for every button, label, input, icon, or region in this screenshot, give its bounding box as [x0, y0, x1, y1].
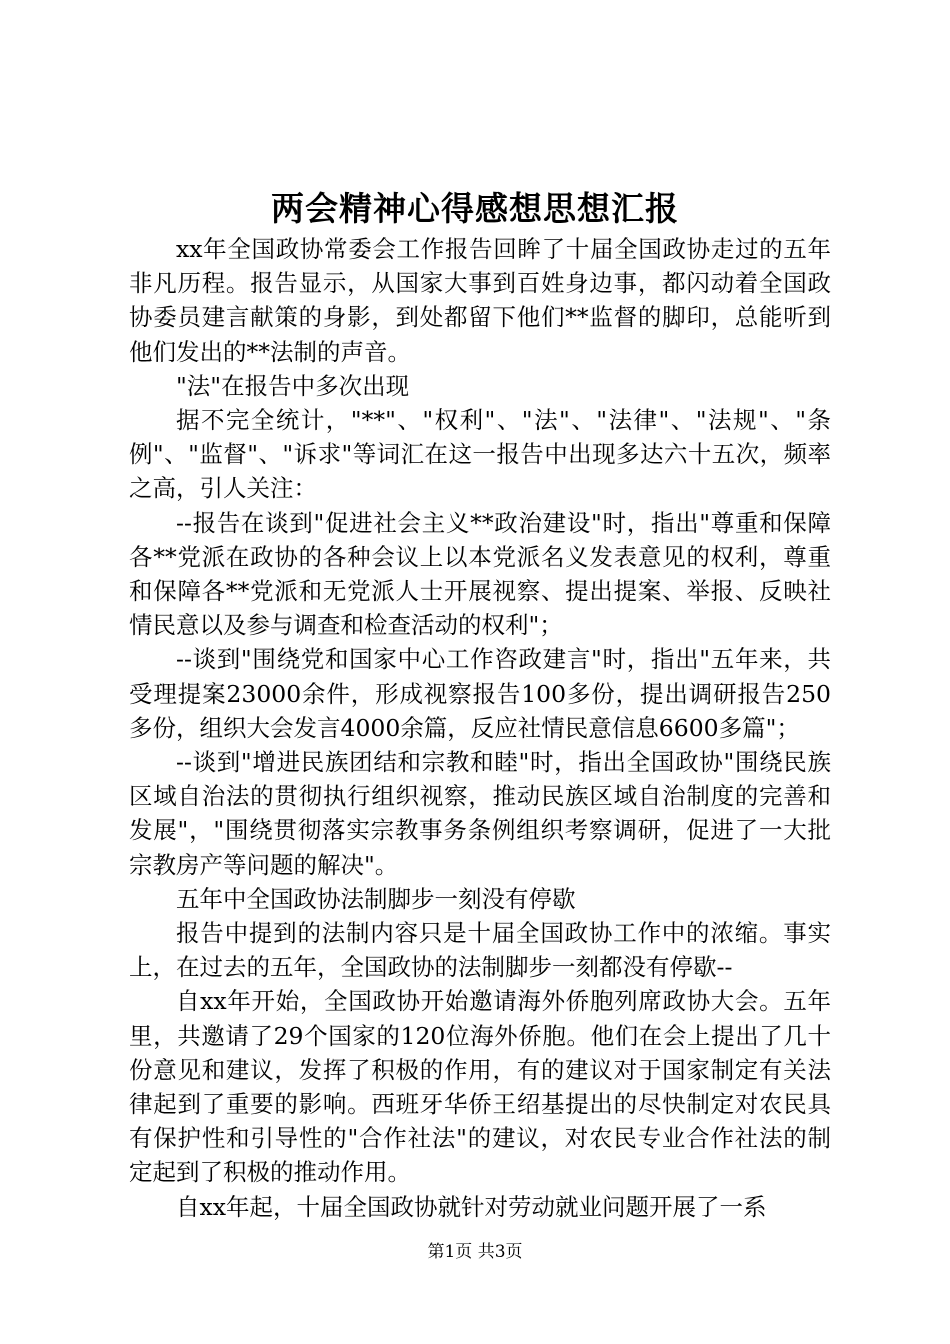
paragraph: 自xx年起，十届全国政协就针对劳动就业问题开展了一系: [176, 1192, 767, 1221]
section-heading: 五年中全国政协法制脚步一刻没有停歇: [176, 884, 576, 913]
paragraph: --谈到"增进民族团结和宗教和睦"时，指出全国政协"围绕民族区域自治法的贯彻执行组织视察，推动民族区域自治制度的完善和发展"，"围绕贯彻落实宗教事务条例组织考察调研，促进了一大批宗教房产等问题的解决"。: [129, 748, 831, 879]
paragraph: 自xx年开始，全国政协开始邀请海外侨胞列席政协大会。五年里，共邀请了29个国家的120位海外侨胞。他们在会上提出了几十份意见和建议，发挥了积极的作用，有的建议对于国家制定有关法律起到了重要的影响。西班牙华侨王绍基提出的尽快制定对农民具有保护性和引导性的"合作社法"的建议，对农民专业合作社法的制定起到了积极的推动作用。: [129, 987, 831, 1187]
section-heading: "法"在报告中多次出现: [176, 371, 410, 400]
page-footer: 第1页 共3页: [427, 1242, 523, 1262]
paragraph: --谈到"围绕党和国家中心工作咨政建言"时，指出"五年来，共受理提案23000余件，形成视察报告100多份，提出调研报告250多份，组织大会发言4000余篇，反应社情民意信息6600多篇"；: [129, 645, 831, 742]
paragraph: 报告中提到的法制内容只是十届全国政协工作中的浓缩。事实上，在过去的五年，全国政协的法制脚步一刻都没有停歇--: [129, 919, 831, 982]
paragraph: 据不完全统计，"**"、"权利"、"法"、"法律"、"法规"、"条例"、"监督"、"诉求"等词汇在这一报告中出现多达六十五次，频率之高，引人关注：: [129, 406, 831, 503]
document-title: 两会精神心得感想思想汇报: [271, 189, 679, 228]
paragraph: --报告在谈到"促进社会主义**政治建设"时，指出"尊重和保障各**党派在政协的各种会议上以本党派名义发表意见的权利，尊重和保障各**党派和无党派人士开展视察、提出提案、举报、反映社情民意以及参与调查和检查活动的权利"；: [129, 508, 831, 640]
document-body: [129, 232, 831, 1224]
paragraph: xx年全国政协常委会工作报告回眸了十届全国政协走过的五年非凡历程。报告显示，从国家大事到百姓身边事，都闪动着全国政协委员建言献策的身影，到处都留下他们**监督的脚印，总能听到他们发出的**法制的声音。: [129, 235, 831, 366]
